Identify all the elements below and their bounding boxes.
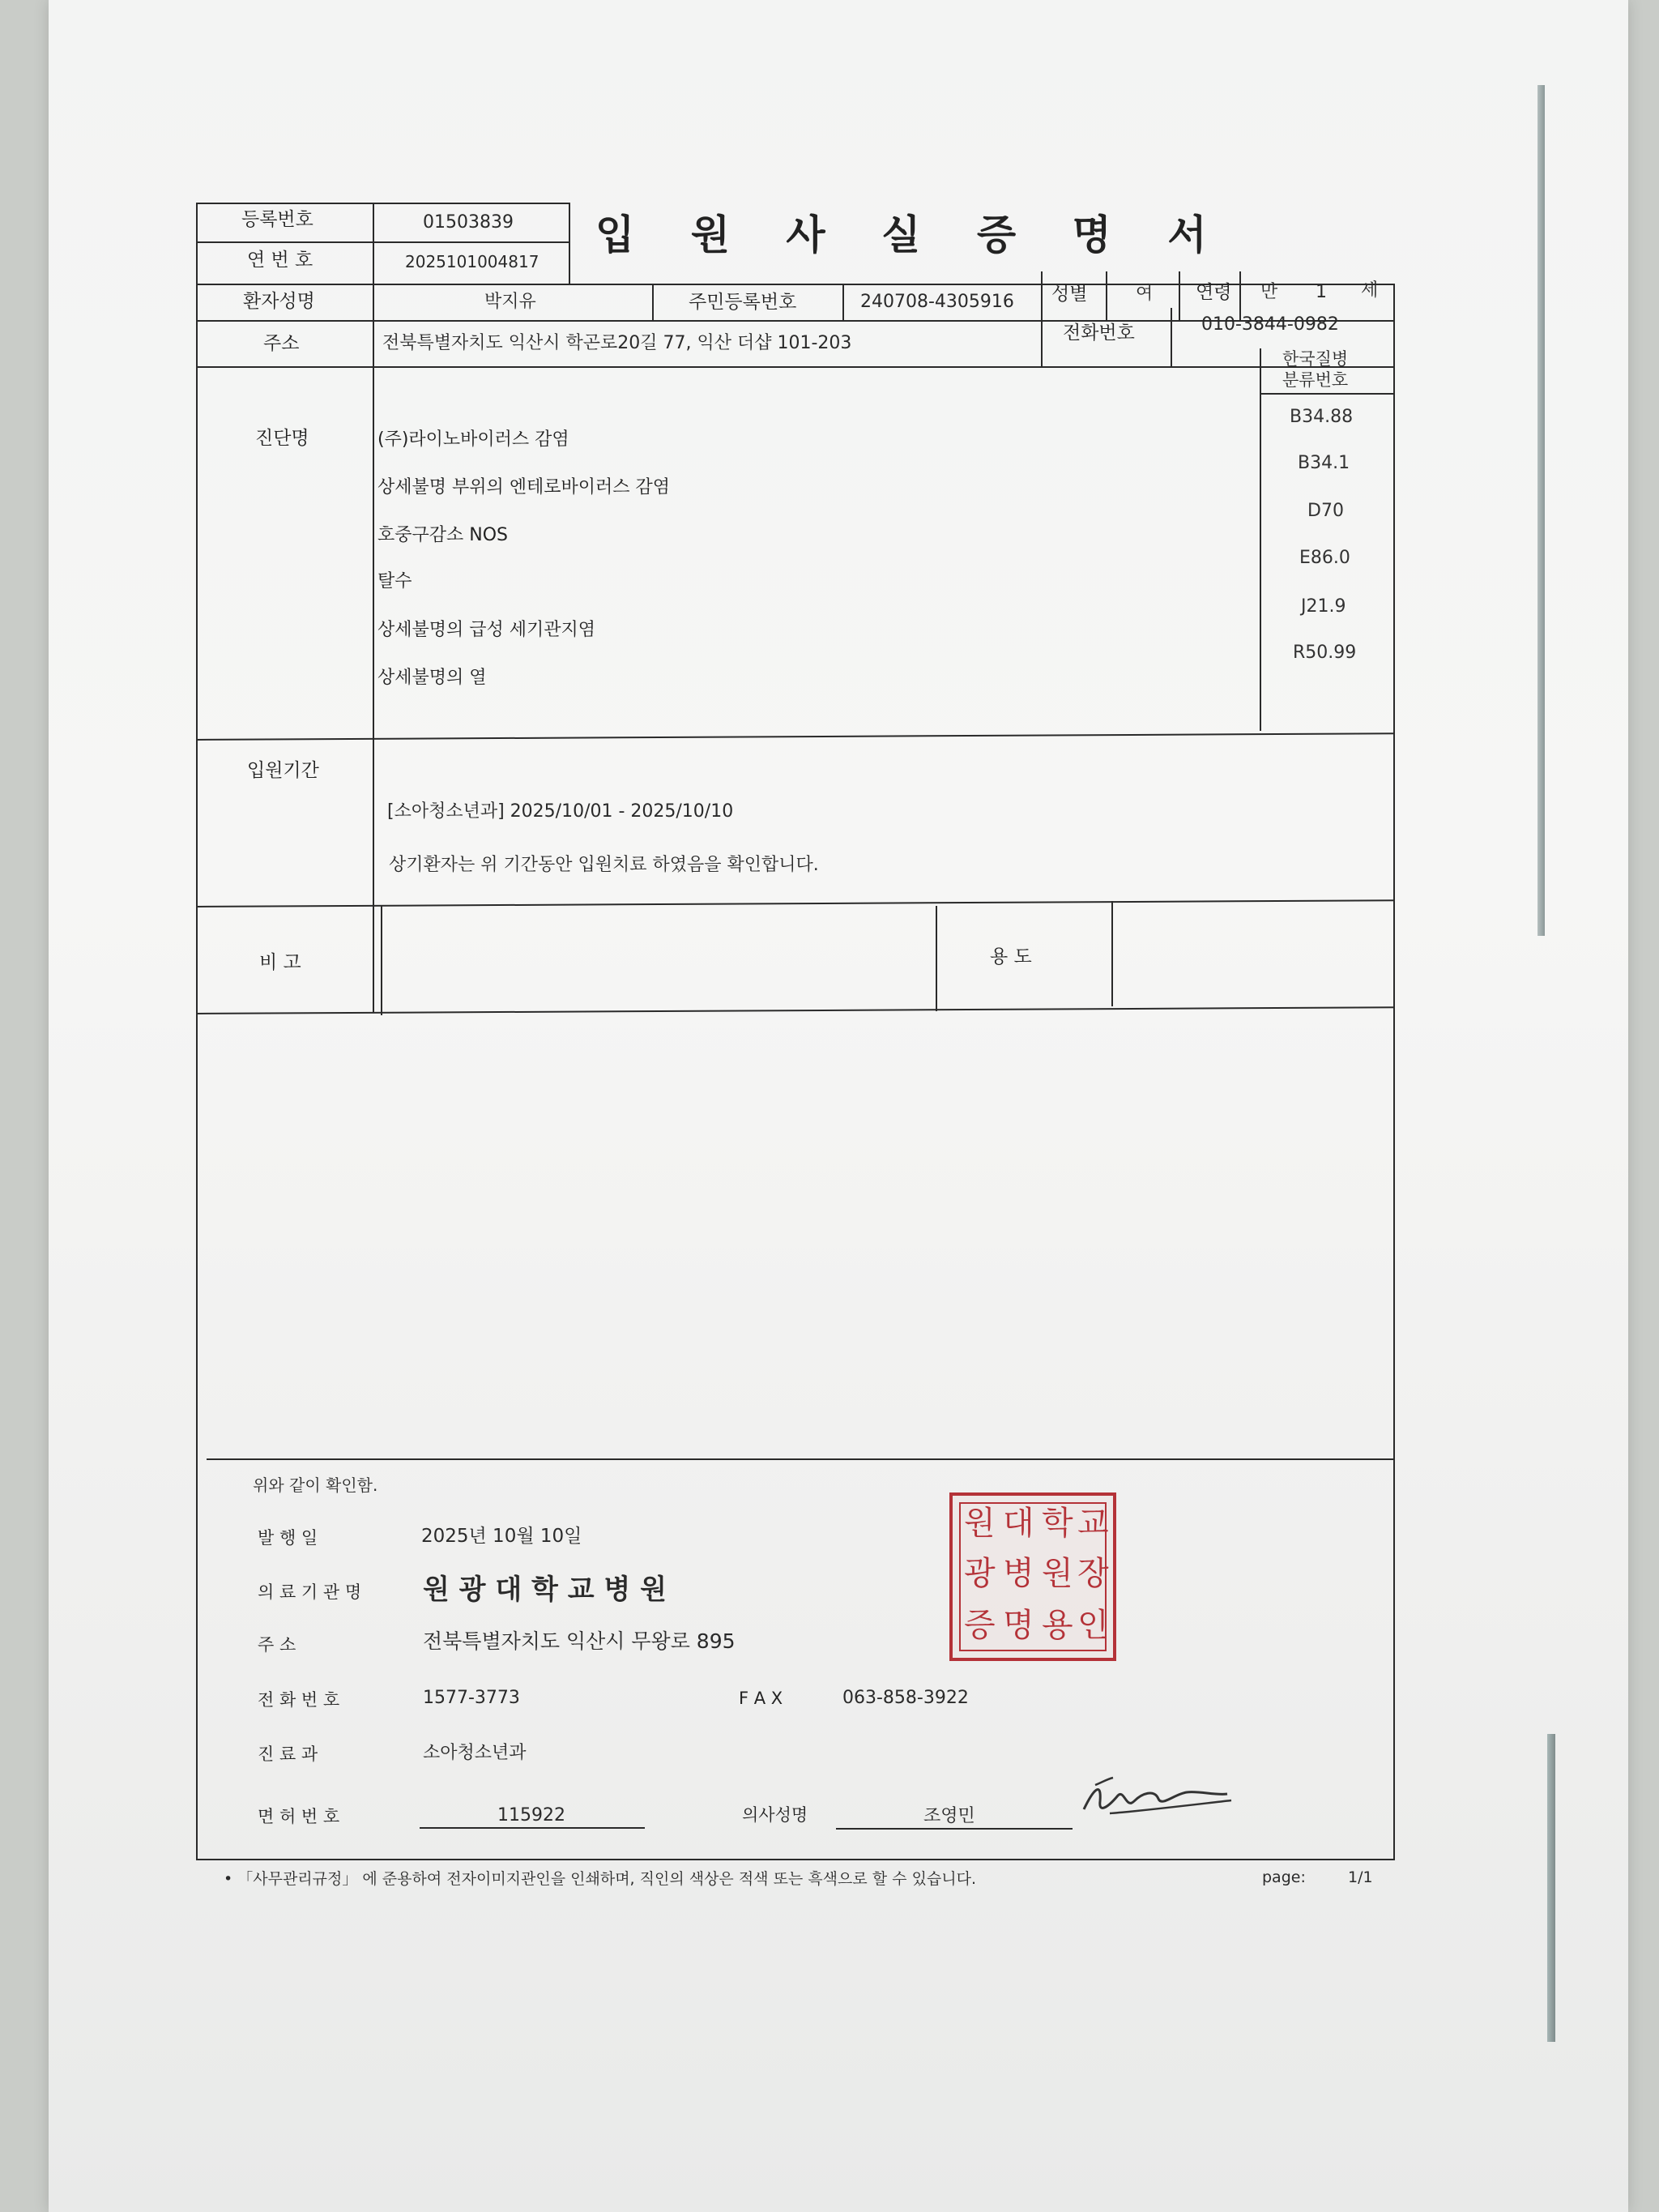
license-value: 115922 [497, 1805, 565, 1826]
diagnosis-code: J21.9 [1301, 596, 1346, 617]
purpose-label: 용 도 [990, 946, 1032, 967]
issuer-phone-value: 1577-3773 [423, 1688, 520, 1708]
diagnosis-name: 상세불명의 급성 세기관지염 [377, 620, 596, 640]
diagnosis-code: E86.0 [1299, 548, 1350, 568]
divider [1041, 320, 1043, 366]
age-value: 1 [1316, 282, 1327, 302]
rrn-value: 240708-4305916 [860, 292, 1014, 312]
patient-name-label: 환자성명 [243, 291, 315, 312]
fax-value: 063-858-3922 [842, 1688, 969, 1708]
diagnosis-code: D70 [1307, 501, 1344, 521]
diagnosis-code: B34.88 [1290, 407, 1354, 427]
reg-no-value: 01503839 [423, 212, 514, 233]
rrn-label: 주민등록번호 [689, 292, 797, 313]
phone-value: 010-3844-0982 [1201, 314, 1339, 335]
certificate-table [196, 280, 1395, 1860]
document-title: 입 원 사 실 증 명 서 [595, 211, 1228, 258]
divider [1239, 271, 1241, 320]
diagnosis-code: R50.99 [1293, 643, 1357, 663]
divider [1260, 348, 1261, 731]
phone-label: 전화번호 [1063, 322, 1135, 344]
license-underline [420, 1827, 645, 1829]
patient-name-value: 박지유 [484, 292, 536, 312]
doctor-signature [1077, 1765, 1239, 1830]
issuer-address-value: 전북특별자치도 익산시 무왕로 895 [423, 1629, 736, 1653]
divider [373, 284, 374, 1013]
department-value: 소아청소년과 [423, 1743, 527, 1763]
serial-value: 2025101004817 [405, 252, 539, 271]
footer-note: • 「사무관리규정」 에 준용하여 전자이미지관인을 인쇄하며, 직인의 색상은 적색 또는 흑색으로 할 수 있습니다. [224, 1870, 977, 1888]
divider [207, 1458, 1395, 1460]
admission-label: 입원기간 [247, 760, 319, 781]
official-seal: 원 대 학 교 광 병 원 장 증 명 용 인 [949, 1492, 1116, 1661]
issuer-address-label: 주 소 [258, 1635, 296, 1655]
page-number: 1/1 [1348, 1868, 1373, 1886]
serial-label: 연 번 호 [247, 250, 313, 271]
sex-label: 성별 [1051, 284, 1088, 305]
divider [196, 366, 1395, 368]
issuer-phone-label: 전 화 번 호 [258, 1690, 340, 1710]
confirm-text: 위와 같이 확인함. [253, 1475, 378, 1495]
remarks-label: 비 고 [259, 952, 301, 973]
divider [652, 284, 654, 320]
paper-edge-shadow [1537, 85, 1545, 936]
department-label: 진 료 과 [258, 1744, 318, 1764]
divider [842, 284, 844, 320]
diagnosis-name: (주)라이노바이러스 감염 [377, 429, 569, 450]
doctor-label: 의사성명 [742, 1805, 808, 1825]
divider [1179, 271, 1180, 320]
address-label: 주소 [263, 333, 300, 354]
diagnosis-label: 진단명 [255, 428, 309, 449]
diagnosis-name: 탈수 [377, 571, 412, 591]
divider [1171, 308, 1172, 366]
code-header-1: 한국질병 [1282, 349, 1349, 369]
divider [373, 203, 374, 285]
reg-no-label: 등록번호 [241, 209, 313, 230]
divider [1041, 271, 1043, 320]
sex-value: 여 [1136, 284, 1154, 304]
address-value: 전북특별자치도 익산시 학곤로20길 77, 익산 더샵 101-203 [382, 333, 852, 353]
divider [936, 906, 937, 1011]
code-header-2: 분류번호 [1282, 370, 1349, 390]
fax-label: F A X [739, 1689, 783, 1708]
divider [1111, 901, 1113, 1006]
divider [196, 241, 570, 243]
age-unit: 세 [1361, 280, 1379, 301]
admission-period: [소아청소년과] 2025/10/01 - 2025/10/10 [387, 801, 734, 822]
age-label: 연령 [1196, 282, 1232, 303]
license-label: 면 허 번 호 [258, 1807, 340, 1826]
page-label: page: [1262, 1868, 1306, 1886]
divider [1106, 271, 1107, 320]
issue-date-label: 발 행 일 [258, 1528, 318, 1548]
issue-date-value: 2025년 10월 10일 [421, 1526, 582, 1547]
institution-label: 의 료 기 관 명 [258, 1582, 362, 1602]
doctor-underline [836, 1828, 1073, 1830]
diagnosis-code: B34.1 [1298, 453, 1350, 473]
admission-statement: 상기환자는 위 기간동안 입원치료 하였음을 확인합니다. [389, 855, 819, 875]
divider [1260, 393, 1395, 395]
diagnosis-name: 호중구감소 NOS [377, 525, 508, 545]
diagnosis-name: 상세불명 부위의 엔테로바이러스 감염 [377, 477, 671, 497]
doctor-value: 조영민 [923, 1806, 975, 1826]
divider [381, 906, 382, 1015]
age-prefix: 만 [1260, 282, 1278, 302]
diagnosis-name: 상세불명의 열 [377, 668, 487, 688]
paper-edge-shadow-lower [1547, 1734, 1555, 2042]
institution-value: 원 광 대 학 교 병 원 [423, 1574, 667, 1606]
